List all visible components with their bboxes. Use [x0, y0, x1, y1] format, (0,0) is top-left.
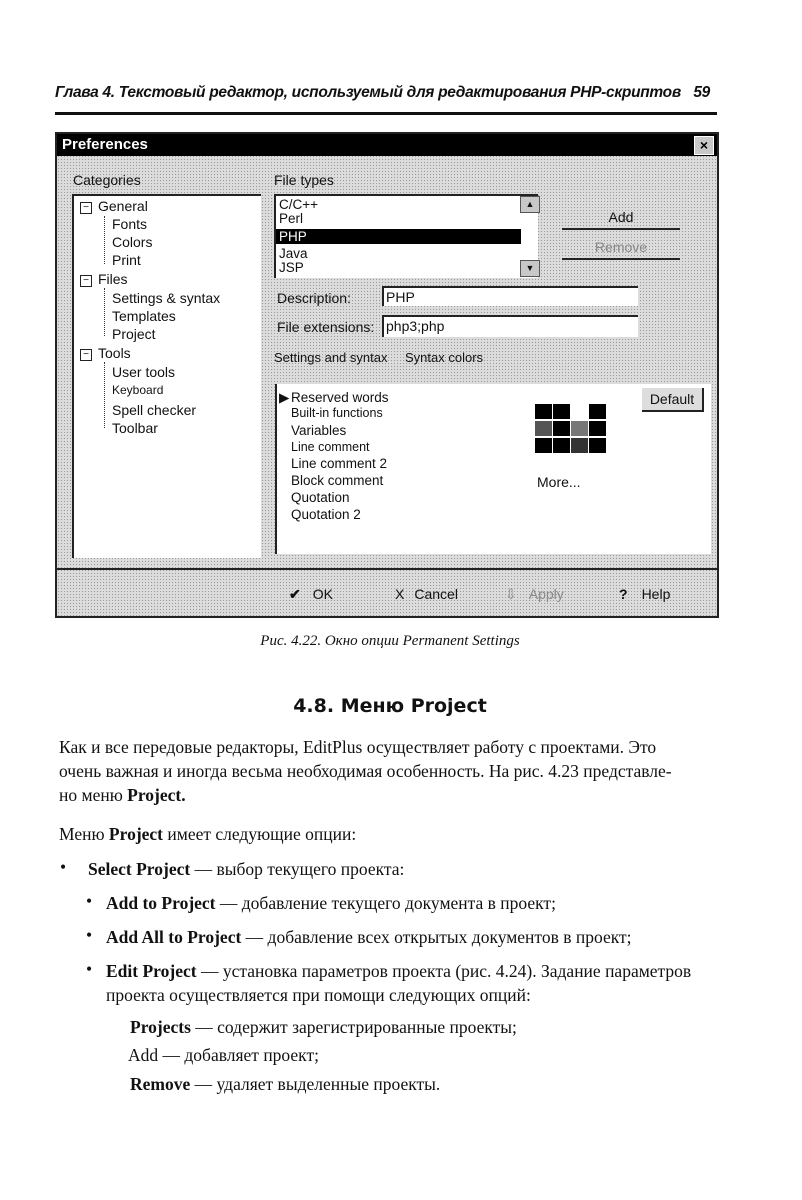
color-swatch[interactable]	[553, 404, 570, 419]
collapse-icon[interactable]: −	[80, 275, 92, 287]
bullet-icon: •	[86, 925, 93, 945]
bullet-icon: •	[86, 891, 93, 911]
color-swatch[interactable]	[535, 404, 552, 419]
checkmark-icon: ✔	[289, 586, 301, 602]
collapse-icon[interactable]: −	[80, 202, 92, 214]
tree-item-colors[interactable]: Colors	[112, 234, 153, 250]
color-swatch[interactable]	[589, 404, 606, 419]
sub-item: Remove — удаляет выделенные проекты.	[130, 1074, 441, 1094]
description-input[interactable]: PHP	[382, 286, 638, 306]
ok-button[interactable]: ✔ OK	[289, 586, 333, 602]
help-button[interactable]: ? Help	[619, 586, 671, 602]
tree-item-templates[interactable]: Templates	[112, 308, 176, 324]
color-swatch[interactable]	[571, 421, 588, 436]
tree-connector	[104, 288, 105, 336]
running-head-title: Глава 4. Текстовый редактор, используемый для редактирования PHP-скриптов	[55, 84, 681, 101]
list-item-continuation: проекта осуществляется при помощи следующих опций:	[106, 985, 531, 1005]
file-type-item[interactable]: Java	[279, 246, 308, 261]
remove-button[interactable]: Remove	[562, 236, 680, 260]
dialog-titlebar[interactable]	[57, 134, 717, 156]
file-extensions-label: File extensions:	[277, 319, 375, 335]
help-question-icon: ?	[619, 586, 628, 602]
file-type-item[interactable]: C/C++	[279, 197, 319, 212]
cancel-x-icon: X	[395, 586, 405, 602]
bullet-icon: •	[86, 959, 93, 979]
running-head	[55, 84, 710, 102]
syntax-item[interactable]: Quotation 2	[291, 507, 361, 522]
cancel-button[interactable]: X Cancel	[395, 586, 458, 602]
file-types-list[interactable]	[274, 194, 538, 278]
add-button[interactable]: Add	[562, 206, 680, 230]
color-swatch[interactable]	[553, 438, 570, 453]
description-label: Description:	[277, 290, 351, 306]
file-extensions-input[interactable]: php3;php	[382, 315, 638, 337]
tree-connector	[104, 216, 105, 264]
syntax-item[interactable]: Built-in functions	[291, 406, 383, 420]
list-item: Add to Project — добавление текущего документа в проект;	[106, 893, 556, 913]
list-item: Add All to Project — добавление всех открытых документов в проект;	[106, 927, 632, 947]
color-swatch[interactable]	[589, 421, 606, 436]
sub-item: Add — добавляет проект;	[128, 1045, 319, 1065]
color-swatch[interactable]	[535, 421, 552, 436]
tree-item-general[interactable]: − General	[80, 198, 148, 214]
apply-button[interactable]: ⇩ Apply	[505, 586, 564, 602]
close-icon[interactable]: ×	[694, 136, 714, 155]
options-intro: Меню Project имеет следующие опции:	[59, 824, 357, 844]
tree-item-tools[interactable]: − Tools	[80, 345, 131, 361]
tree-item-settings-syntax[interactable]: Settings & syntax	[112, 290, 221, 306]
syntax-item[interactable]: Line comment	[291, 440, 370, 454]
color-swatch[interactable]	[589, 438, 606, 453]
figure-caption: Рис. 4.22. Окно опции Permanent Settings	[260, 633, 520, 649]
color-swatch[interactable]	[535, 438, 552, 453]
bullet-icon: •	[60, 857, 67, 877]
syntax-item[interactable]: Reserved words	[291, 390, 389, 405]
dialog-separator	[57, 568, 717, 570]
file-types-label: File types	[274, 172, 334, 188]
file-type-item-selected[interactable]: PHP	[276, 229, 521, 244]
tree-item-print[interactable]: Print	[112, 252, 141, 268]
syntax-item[interactable]: Line comment 2	[291, 456, 388, 471]
file-type-item[interactable]: JSP	[279, 260, 304, 275]
selected-arrow-icon: ▶	[279, 390, 290, 405]
tree-item-spell-checker[interactable]: Spell checker	[112, 402, 197, 418]
default-button[interactable]: Default	[642, 388, 704, 412]
tab-syntax-colors[interactable]: Syntax colors	[405, 350, 484, 365]
sub-item: Projects — содержит зарегистрированные проекты;	[130, 1017, 517, 1037]
tree-item-project[interactable]: Project	[112, 326, 156, 342]
list-item: Edit Project — установка параметров проекта (рис. 4.24). Задание параметров	[106, 961, 692, 981]
page-number: 59	[693, 84, 710, 101]
file-type-item[interactable]: Perl	[279, 211, 304, 226]
more-colors-button[interactable]: More...	[537, 474, 581, 490]
syntax-item[interactable]: Quotation	[291, 490, 350, 505]
categories-label: Categories	[73, 172, 141, 188]
tree-item-toolbar[interactable]: Toolbar	[112, 420, 158, 436]
dialog-title: Preferences	[62, 136, 148, 153]
preferences-dialog	[55, 132, 719, 618]
color-palette[interactable]	[535, 404, 607, 456]
tree-item-user-tools[interactable]: User tools	[112, 364, 176, 380]
categories-tree[interactable]	[72, 194, 261, 558]
apply-icon: ⇩	[505, 586, 517, 602]
section-title: 4.8. Меню Project	[293, 695, 487, 717]
header-rule	[55, 112, 717, 115]
intro-paragraph: Как и все передовые редакторы, EditPlus осуществляет работу с проектами. Это очень важная и иногда весьма необходимая особенность. На рис. 4.23 представле- но меню Project.	[59, 737, 672, 805]
scroll-up-arrow-icon[interactable]: ▲	[520, 196, 540, 213]
tree-connector	[104, 362, 105, 428]
color-swatch[interactable]	[553, 421, 570, 436]
collapse-icon[interactable]: −	[80, 349, 92, 361]
color-swatch[interactable]	[571, 438, 588, 453]
list-item: Select Project — выбор текущего проекта:	[88, 859, 405, 879]
tab-settings-and-syntax[interactable]: Settings and syntax	[274, 350, 388, 365]
syntax-item[interactable]: Block comment	[291, 473, 384, 488]
tree-item-keyboard[interactable]: Keyboard	[112, 383, 164, 397]
tree-item-files[interactable]: − Files	[80, 271, 128, 287]
syntax-item[interactable]: Variables	[291, 423, 347, 438]
tree-item-fonts[interactable]: Fonts	[112, 216, 148, 232]
scroll-down-arrow-icon[interactable]: ▼	[520, 260, 540, 277]
